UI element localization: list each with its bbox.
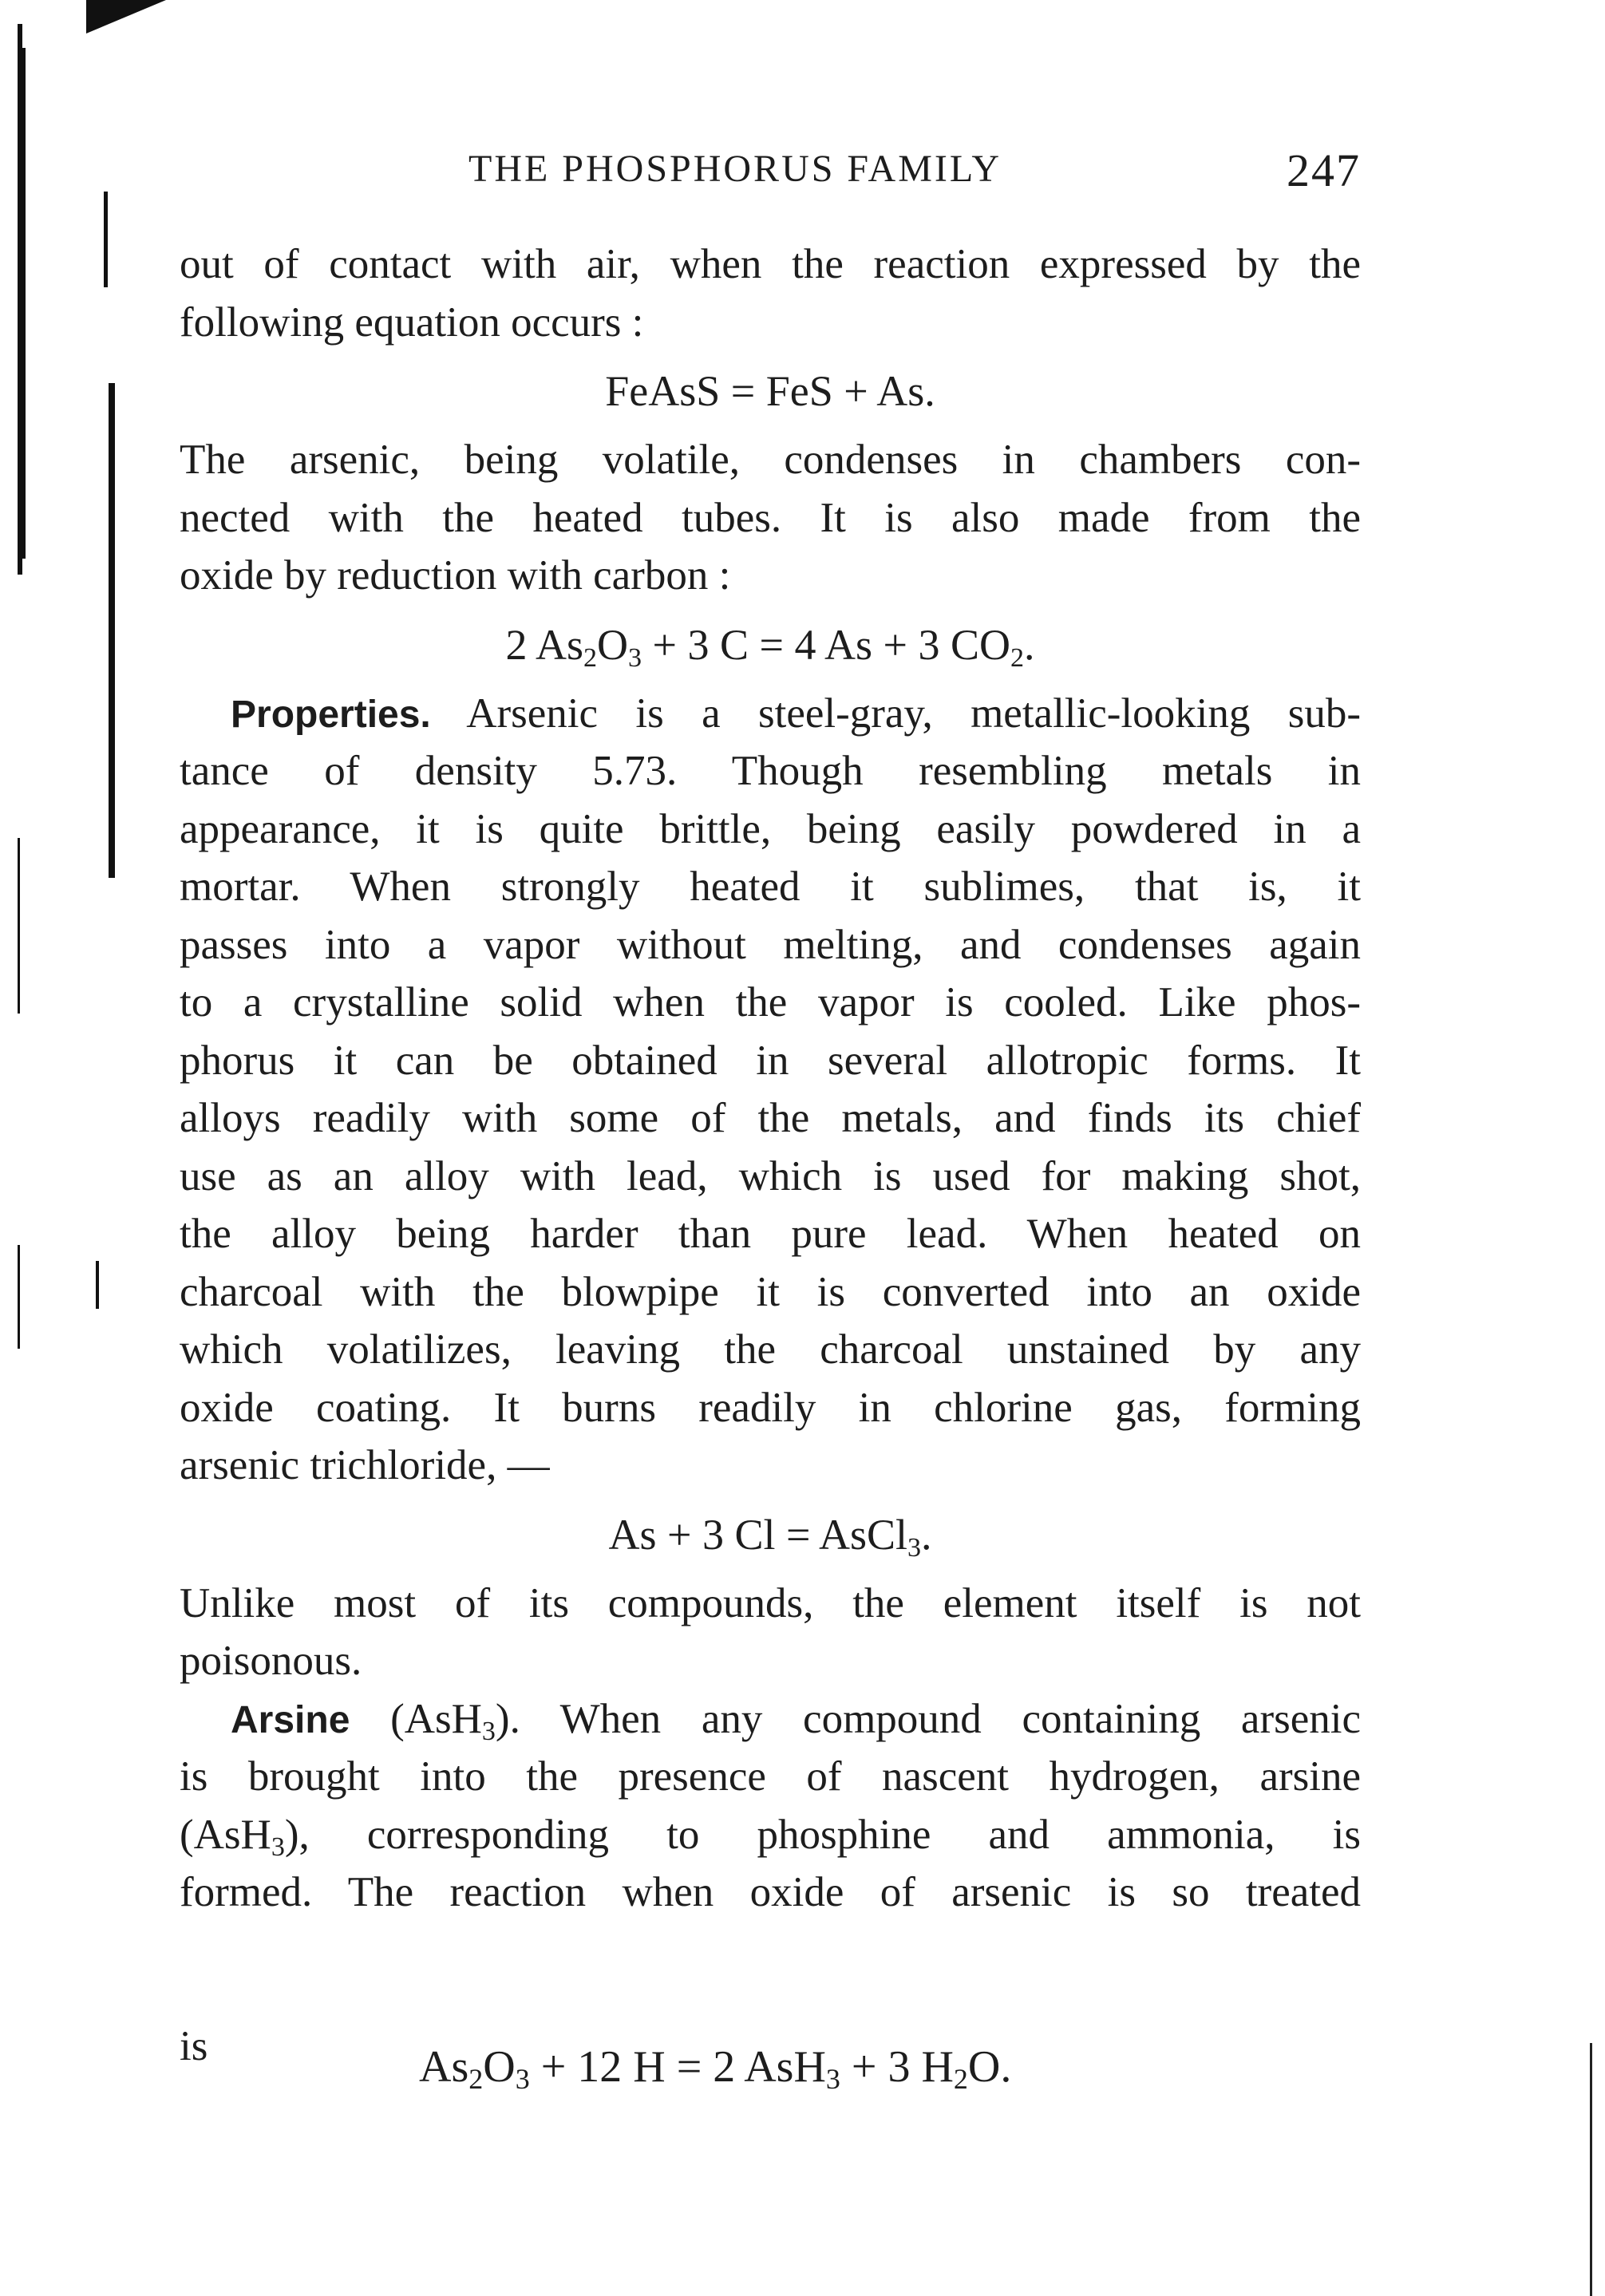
text-line bbox=[180, 1806, 1361, 1864]
running-head: THE PHOSPHORUS FAMILY bbox=[468, 148, 1002, 190]
text-line: nected with the heated tubes. It is also made from the bbox=[180, 494, 1361, 541]
section-heading-properties: Properties. bbox=[231, 693, 431, 736]
text-line: arsenic trichloride, — bbox=[180, 1442, 550, 1488]
subscript: 2 bbox=[468, 2063, 484, 2095]
text-line: oxide by reduction with carbon : bbox=[180, 552, 731, 599]
text-line: the alloy being harder than pure lead. When heated on bbox=[180, 1211, 1361, 1257]
equation-part: . bbox=[921, 1510, 932, 1559]
scan-edge-line bbox=[109, 383, 115, 878]
text-span: Arsenic is a steel-gray, metallic-looking sub- bbox=[466, 690, 1361, 737]
subscript: 3 bbox=[907, 1532, 921, 1563]
text-line: The arsenic, being volatile, condenses in chambers con- bbox=[180, 437, 1361, 483]
subscript: 2 bbox=[1010, 642, 1024, 673]
equation-part: O bbox=[597, 620, 629, 669]
subscript: 3 bbox=[628, 642, 642, 673]
text-span: When any compound containing arsenic bbox=[559, 1695, 1361, 1742]
text-line: oxide coating. It burns readily in chlorine gas, forming bbox=[180, 1384, 1361, 1431]
text-line: tance of density 5.73. Though resembling metals in bbox=[180, 748, 1361, 794]
properties-first-line bbox=[180, 685, 1361, 743]
text-span: (AsH bbox=[390, 1695, 482, 1742]
text-line: following equation occurs : bbox=[180, 298, 644, 346]
equation-part: 2 As bbox=[505, 620, 584, 669]
text-line: poisonous. bbox=[180, 1638, 362, 1684]
text-span: ), corresponding to phosphine and ammonia, is bbox=[284, 1811, 1361, 1858]
text-span: is bbox=[180, 2023, 208, 2069]
subscript: 3 bbox=[515, 2063, 530, 2095]
scan-corner-mark bbox=[86, 0, 166, 34]
text-line: which volatilizes, leaving the charcoal unstained by any bbox=[180, 1326, 1361, 1373]
text-line: use as an alloy with lead, which is used for making shot, bbox=[180, 1152, 1361, 1199]
subscript: 3 bbox=[825, 2063, 840, 2095]
text-line: phorus it can be obtained in several allotropic forms. It bbox=[180, 1037, 1361, 1084]
text-line: alloys readily with some of the metals, and finds its chief bbox=[180, 1095, 1361, 1141]
text-line: to a crystalline solid when the vapor is cooled. Like phos- bbox=[180, 979, 1361, 1025]
body-text bbox=[180, 235, 1361, 1922]
text-line: passes into a vapor without melting, and condenses again bbox=[180, 921, 1361, 968]
equation-ascl3 bbox=[180, 1495, 1361, 1575]
equation-part: + 12 H = 2 AsH bbox=[529, 2042, 826, 2092]
text-span: ). bbox=[495, 1695, 520, 1742]
scan-edge-line bbox=[18, 838, 20, 1014]
subscript: 3 bbox=[271, 1832, 285, 1862]
equation-as2o3-carbon bbox=[180, 605, 1361, 685]
equation-arsine-formula bbox=[419, 2035, 1011, 2099]
page-number: 247 bbox=[1287, 144, 1361, 196]
subscript: 2 bbox=[583, 642, 598, 673]
text-line: charcoal with the blowpipe it is converted into an oxide bbox=[180, 1268, 1361, 1315]
equation-feass: FeAsS = FeS + As. bbox=[605, 367, 935, 415]
equation-part: . bbox=[1023, 620, 1035, 669]
equation-part: As + 3 Cl = AsCl bbox=[608, 1510, 907, 1559]
equation-arsine bbox=[180, 2023, 1361, 2107]
text-line: formed. The reaction when oxide of arsenic is so treated bbox=[180, 1869, 1361, 1915]
scan-edge-line bbox=[18, 1245, 20, 1349]
subscript: 2 bbox=[953, 2063, 968, 2095]
page-header bbox=[180, 144, 1361, 200]
equation-part: + 3 C = 4 As + 3 CO bbox=[642, 620, 1010, 669]
scan-edge-line bbox=[104, 192, 108, 287]
equation-part: + 3 H bbox=[840, 2042, 954, 2092]
equation-part: O. bbox=[967, 2042, 1012, 2092]
scan-edge-line bbox=[96, 1261, 99, 1309]
arsine-first-line bbox=[180, 1690, 1361, 1749]
text-line: is brought into the presence of nascent hydrogen, arsine bbox=[180, 1753, 1361, 1800]
section-heading-arsine: Arsine bbox=[231, 1698, 350, 1741]
text-span: (AsH bbox=[180, 1811, 271, 1858]
equation-part: O bbox=[483, 2042, 516, 2092]
text-line: out of contact with air, when the reaction expressed by the bbox=[180, 241, 1361, 287]
subscript: 3 bbox=[481, 1716, 496, 1746]
equation-part: As bbox=[419, 2042, 469, 2092]
text-line: mortar. When strongly heated it sublimes, that is, it bbox=[180, 863, 1361, 910]
text-line: appearance, it is quite brittle, being easily powdered in a bbox=[180, 805, 1361, 852]
scan-right-edge-line bbox=[1590, 2043, 1592, 2296]
text-line: Unlike most of its compounds, the element itself is not bbox=[180, 1579, 1361, 1626]
scan-edge-line bbox=[22, 48, 26, 559]
